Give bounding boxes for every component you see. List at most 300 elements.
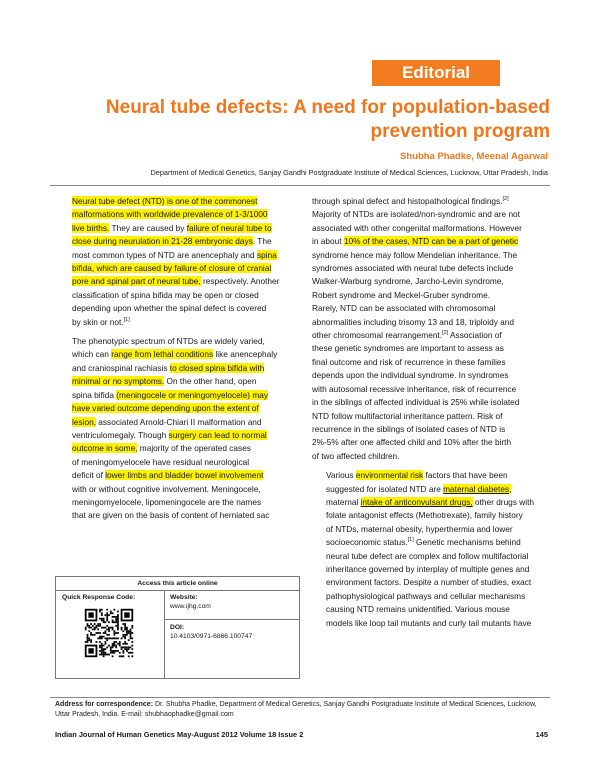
- qr-module: [113, 609, 115, 611]
- qr-module: [130, 637, 132, 639]
- qr-module: [108, 645, 110, 647]
- qr-module: [112, 643, 114, 645]
- qr-module: [103, 621, 105, 623]
- citation-ref: [1]: [123, 316, 130, 323]
- qr-module: [99, 654, 101, 656]
- text-line: [58, 302, 298, 315]
- qr-module: [122, 655, 124, 657]
- highlighted-text: pore and spinal part of neural tube,: [72, 276, 201, 287]
- qr-module: [128, 652, 130, 654]
- qr-module: [101, 650, 103, 652]
- qr-module: [108, 630, 110, 632]
- link-section: [165, 591, 299, 678]
- qr-module: [101, 648, 103, 650]
- text-line: [312, 383, 552, 396]
- qr-module: [103, 648, 105, 650]
- qr-module: [90, 627, 92, 629]
- qr-module: [110, 612, 112, 614]
- qr-module: [99, 650, 101, 652]
- text-line: [312, 235, 552, 248]
- text-segment: with or without cognitive involvement. Meningocele,: [72, 483, 261, 494]
- text-line: [58, 249, 298, 262]
- qr-label: Quick Response Code:: [62, 594, 136, 601]
- qr-module: [108, 637, 110, 639]
- correspondence-label: Address for correspondence:: [55, 701, 154, 708]
- journal-footer: Indian Journal of Human Genetics May-August 2012 Volume 18 Issue 2: [55, 730, 304, 739]
- qr-module: [119, 655, 121, 657]
- text-line: [312, 249, 552, 262]
- article-title-line-2: prevention program: [370, 121, 550, 142]
- text-segment: through spinal defect and histopathological findings.: [312, 196, 503, 206]
- website-link[interactable]: www.ijhg.com: [170, 603, 211, 610]
- qr-module: [94, 627, 96, 629]
- text-segment: and craniospinal rachiasis: [72, 362, 170, 373]
- text-segment: syndromes associated with neural tube defects include: [312, 263, 514, 274]
- qr-module: [101, 618, 103, 620]
- qr-module: [126, 646, 128, 648]
- highlighted-text: (meningocele or meningomyelocele) may: [116, 389, 268, 400]
- text-line: [312, 423, 552, 436]
- qr-module: [117, 643, 119, 645]
- qr-module: [112, 655, 114, 657]
- text-line: [58, 389, 298, 402]
- qr-module: [124, 623, 126, 625]
- text-line: [58, 416, 298, 429]
- qr-module: [101, 654, 103, 656]
- qr-module: [113, 634, 115, 636]
- text-segment: by skin or not.: [72, 316, 124, 327]
- qr-module: [113, 652, 115, 654]
- text-line: [312, 316, 552, 329]
- qr-module: [105, 627, 107, 629]
- qr-module: [105, 630, 107, 632]
- qr-module: [115, 650, 117, 652]
- highlighted-text: range from lethal conditions: [111, 349, 214, 360]
- qr-module: [108, 627, 110, 629]
- qr-module: [103, 650, 105, 652]
- qr-module: [115, 641, 117, 643]
- highlighted-text: lower limbs and bladder bowel involvement: [105, 470, 264, 481]
- highlighted-text: lesion,: [72, 416, 96, 427]
- qr-module: [105, 654, 107, 656]
- text-line: [58, 469, 298, 482]
- text-segment: of meningomyelocele have residual neurological: [72, 456, 250, 467]
- qr-section: [56, 591, 165, 678]
- qr-module: [106, 654, 108, 656]
- text-line: [312, 523, 552, 536]
- qr-module: [117, 625, 119, 627]
- highlighted-text: minimal or no symptoms.: [72, 376, 165, 387]
- text-segment: factors that have been: [423, 470, 508, 481]
- qr-module: [115, 637, 117, 639]
- qr-module: [101, 609, 103, 611]
- qr-module: [101, 614, 103, 616]
- qr-module: [131, 641, 133, 643]
- qr-module: [101, 645, 103, 647]
- text-line: [312, 450, 552, 463]
- qr-module: [105, 643, 107, 645]
- right-paragraph-1: [312, 195, 552, 463]
- qr-module: [126, 629, 128, 631]
- citation-ref: [2]: [442, 330, 449, 337]
- text-line: [58, 195, 298, 208]
- footer-divider: [50, 697, 550, 698]
- text-segment: like anencephaly: [213, 349, 278, 360]
- qr-module: [106, 616, 108, 618]
- qr-module: [117, 650, 119, 652]
- text-line: [58, 456, 298, 469]
- qr-module: [115, 632, 117, 634]
- qr-module: [112, 652, 114, 654]
- text-segment: environment factors. Despite a number of studies, exact: [326, 577, 532, 588]
- qr-module: [122, 636, 124, 638]
- qr-module: [124, 625, 126, 627]
- text-segment: meningomyelocele, lipomeningocele are the names: [72, 496, 262, 507]
- qr-module: [112, 629, 114, 631]
- qr-module: [106, 614, 108, 616]
- text-segment: majority of the operated cases: [137, 443, 251, 454]
- qr-module: [88, 637, 90, 639]
- qr-module: [103, 654, 105, 656]
- qr-module: [113, 645, 115, 647]
- text-line: [312, 509, 552, 522]
- left-column: [58, 195, 298, 529]
- qr-module: [85, 627, 87, 629]
- qr-module: [87, 639, 89, 641]
- qr-module: [106, 625, 108, 627]
- qr-module: [122, 634, 124, 636]
- qr-module: [128, 630, 130, 632]
- highlighted-text: have varied outcome depending upon the extent of: [72, 403, 259, 414]
- highlighted-text: malformations with worldwide prevalence of 1-3/1000: [72, 209, 268, 220]
- article-title-line-1: Neural tube defects: A need for population-based: [105, 97, 550, 118]
- qr-module: [113, 630, 115, 632]
- qr-module: [126, 643, 128, 645]
- text-segment: causing NTD remains unidentified. Various mouse: [326, 604, 510, 615]
- qr-module: [131, 632, 133, 634]
- qr-module: [117, 629, 119, 631]
- text-segment: NTD follow multifactorial inheritance pattern. Risk of: [312, 410, 503, 421]
- qr-module: [106, 609, 108, 611]
- qr-module: [90, 639, 92, 641]
- text-line: [58, 235, 298, 248]
- qr-module: [112, 645, 114, 647]
- text-segment: associated with other congenital malformations. However: [312, 222, 522, 233]
- qr-module: [115, 646, 117, 648]
- text-line: [312, 208, 552, 221]
- qr-module: [99, 632, 101, 634]
- qr-module: [122, 646, 124, 648]
- correspondence-text: Dr. Shubha Phadke, Department of Medical Genetics, Sanjay Gandhi Postgraduate Institute of Medical Sciences, Lucknow, Uttar Pradesh, India. E-mail: shubhaophadke@gmail.com: [55, 701, 537, 718]
- text-line: [312, 369, 552, 382]
- text-segment: The phenotypic spectrum of NTDs are widely varied,: [72, 336, 265, 347]
- text-segment: maternal: [326, 496, 361, 507]
- qr-module: [99, 636, 101, 638]
- qr-module: [115, 621, 117, 623]
- qr-module: [126, 634, 128, 636]
- access-box-header: Access this article online: [56, 577, 299, 591]
- qr-module: [105, 652, 107, 654]
- qr-module: [117, 637, 119, 639]
- qr-module: [108, 654, 110, 656]
- qr-module: [110, 627, 112, 629]
- text-segment: in about: [312, 236, 344, 247]
- text-line: [312, 563, 552, 576]
- qr-module: [92, 629, 94, 631]
- citation-ref: [1]: [407, 537, 414, 544]
- right-paragraph-2: [312, 469, 552, 630]
- qr-module: [105, 648, 107, 650]
- qr-module: [117, 618, 119, 620]
- qr-module: [88, 627, 90, 629]
- highlighted-text: maternal diabetes,: [443, 483, 512, 494]
- qr-module: [131, 645, 133, 647]
- text-line: [312, 576, 552, 589]
- qr-module: [105, 637, 107, 639]
- qr-module: [119, 641, 121, 643]
- qr-module: [115, 625, 117, 627]
- qr-module: [112, 620, 114, 622]
- qr-module: [131, 652, 133, 654]
- text-segment: inheritance governed by interplay of multiple genes and: [326, 563, 530, 574]
- qr-module: [97, 637, 99, 639]
- qr-module: [113, 637, 115, 639]
- qr-module: [110, 652, 112, 654]
- qr-module: [101, 620, 103, 622]
- qr-module: [106, 618, 108, 620]
- text-line: [312, 195, 552, 208]
- qr-module: [131, 627, 133, 629]
- text-segment: recurrence in the siblings of isolated cases of NTD is: [312, 423, 506, 434]
- qr-module: [121, 648, 123, 650]
- qr-module: [87, 636, 89, 638]
- doi-value[interactable]: 10.4103/0971-6866.100747: [170, 633, 253, 640]
- text-line: [312, 302, 552, 315]
- text-segment: suggested for isolated NTD are: [326, 483, 444, 494]
- text-line: [58, 316, 298, 329]
- text-line: [58, 496, 298, 509]
- qr-module: [99, 637, 101, 639]
- qr-module: [108, 629, 110, 631]
- qr-module: [94, 629, 96, 631]
- text-line: [312, 396, 552, 409]
- qr-module: [92, 625, 94, 627]
- qr-module: [113, 643, 115, 645]
- qr-module: [101, 643, 103, 645]
- qr-module: [121, 655, 123, 657]
- qr-module: [99, 641, 101, 643]
- qr-module: [124, 634, 126, 636]
- text-segment: respectively. Another: [200, 276, 280, 287]
- qr-module: [112, 650, 114, 652]
- qr-module: [106, 620, 108, 622]
- affiliation: Department of Medical Genetics, Sanjay Gandhi Postgraduate Institute of Medical Sciences, Lucknow, Uttar Pradesh, India: [150, 168, 548, 177]
- qr-module: [106, 646, 108, 648]
- text-segment: depends upon the individual syndrome. In syndromes: [312, 370, 509, 381]
- text-line: [312, 550, 552, 563]
- text-segment: syndrome hence may follow Mendelian inheritance. The: [312, 249, 518, 260]
- qr-module: [97, 629, 99, 631]
- text-segment: spina bifida: [72, 389, 117, 400]
- text-segment: neural tube defect are complex and follow multifactorial: [326, 550, 529, 561]
- qr-module: [126, 650, 128, 652]
- qr-module: [106, 637, 108, 639]
- text-segment: associated Arnold-Chiari II malformation and: [95, 416, 262, 427]
- qr-module: [130, 636, 132, 638]
- highlighted-text: close during neurulation in 21-28 embryonic days: [72, 236, 253, 247]
- text-line: [58, 262, 298, 275]
- qr-module: [121, 629, 123, 631]
- text-line: [58, 402, 298, 415]
- qr-module: [121, 646, 123, 648]
- qr-module: [113, 621, 115, 623]
- text-segment: which can: [72, 349, 112, 360]
- qr-module: [119, 643, 121, 645]
- text-segment: Majority of NTDs are isolated/non-syndromic and are not: [312, 209, 520, 220]
- qr-module: [124, 643, 126, 645]
- text-line: [312, 469, 552, 482]
- text-segment: ventriculomegaly. Though: [72, 429, 169, 440]
- text-line: [58, 483, 298, 496]
- qr-module: [112, 627, 114, 629]
- qr-module: [119, 652, 121, 654]
- qr-module: [96, 627, 98, 629]
- text-line: [312, 262, 552, 275]
- qr-module: [117, 621, 119, 623]
- text-segment: other drugs with: [472, 496, 535, 507]
- qr-module: [112, 646, 114, 648]
- page-number: 145: [535, 730, 548, 739]
- qr-module: [85, 641, 87, 643]
- qr-module: [110, 646, 112, 648]
- text-segment: depending upon whether the spinal defect is covered: [72, 303, 267, 314]
- highlighted-text: surgery can lead to normal: [168, 429, 267, 440]
- editorial-banner: Editorial: [372, 60, 500, 86]
- qr-module: [99, 623, 101, 625]
- text-segment: pathophysiological pathways and cellular mechanisms: [326, 590, 526, 601]
- qr-module: [99, 618, 101, 620]
- qr-module: [110, 611, 112, 613]
- qr-module: [130, 632, 132, 634]
- qr-module: [115, 645, 117, 647]
- qr-module: [121, 637, 123, 639]
- qr-module: [128, 632, 130, 634]
- qr-module: [87, 625, 89, 627]
- qr-module: [108, 614, 110, 616]
- text-line: [312, 356, 552, 369]
- qr-module: [131, 655, 133, 657]
- qr-module: [130, 646, 132, 648]
- qr-module: [124, 636, 126, 638]
- text-segment: Association of: [448, 330, 502, 341]
- website-label: Website:: [170, 594, 198, 601]
- qr-module: [103, 652, 105, 654]
- text-line: [312, 436, 552, 449]
- qr-module: [88, 630, 90, 632]
- qr-module: [103, 620, 105, 622]
- qr-module: [99, 645, 101, 647]
- qr-module: [128, 646, 130, 648]
- qr-module: [90, 623, 92, 625]
- qr-module: [117, 614, 119, 616]
- qr-module: [105, 614, 107, 616]
- text-segment: They are caused by: [109, 222, 187, 233]
- qr-module: [88, 639, 90, 641]
- text-segment: of NTDs, maternal obesity, hyperthermia and lower: [326, 523, 513, 534]
- highlighted-text: bifida, which are caused by failure of closure of cranial: [72, 263, 272, 274]
- qr-module: [117, 627, 119, 629]
- qr-module: [103, 655, 105, 657]
- qr-module: [103, 618, 105, 620]
- qr-module: [112, 637, 114, 639]
- text-line: [58, 362, 298, 375]
- qr-module: [101, 636, 103, 638]
- qr-module: [126, 627, 128, 629]
- qr-module: [128, 648, 130, 650]
- highlighted-text: Neural tube defect (NTD) is one of the commonest: [72, 196, 258, 206]
- text-segment: models like loop tail mutants and curly tail mutants have: [326, 617, 532, 628]
- text-line: [312, 496, 552, 509]
- text-line: [58, 375, 298, 388]
- qr-module: [130, 630, 132, 632]
- text-line: [312, 329, 552, 342]
- text-segment: Walker-Warburg syndrome, Jarcho-Levin syndrome,: [312, 276, 504, 287]
- text-segment: Robert syndrome and Meckel-Gruber syndrome.: [312, 289, 490, 300]
- text-line: [312, 536, 552, 549]
- text-line: [312, 410, 552, 423]
- text-segment: most common types of NTD are anencephaly and: [72, 249, 257, 260]
- text-line: [58, 509, 298, 522]
- access-divider: [165, 619, 299, 620]
- qr-module: [99, 625, 101, 627]
- qr-module: [94, 634, 96, 636]
- text-line: [58, 289, 298, 302]
- qr-module: [126, 632, 128, 634]
- qr-module: [87, 637, 89, 639]
- qr-code-icon[interactable]: [83, 607, 135, 659]
- qr-module: [112, 621, 114, 623]
- qr-module: [106, 612, 108, 614]
- qr-module: [124, 629, 126, 631]
- qr-module: [105, 621, 107, 623]
- qr-module: [117, 632, 119, 634]
- qr-module: [103, 636, 105, 638]
- highlighted-text: live births.: [72, 222, 110, 233]
- text-segment: folate antagonist effects (Methotrexate), family history: [326, 510, 523, 521]
- text-segment: socioeconomic status.: [326, 537, 408, 548]
- text-segment: On the other hand, open: [164, 376, 257, 387]
- qr-module: [117, 620, 119, 622]
- qr-module: [115, 620, 117, 622]
- text-segment: of two affected children.: [312, 450, 400, 461]
- qr-module: [97, 625, 99, 627]
- qr-module: [106, 639, 108, 641]
- qr-module: [97, 623, 99, 625]
- access-article-box: [55, 576, 300, 679]
- highlighted-text: environmental risk: [355, 470, 424, 481]
- qr-module: [90, 634, 92, 636]
- qr-module: [101, 627, 103, 629]
- text-line: [312, 222, 552, 235]
- qr-module: [88, 625, 90, 627]
- qr-module: [96, 632, 98, 634]
- citation-ref: [2]: [502, 196, 509, 203]
- left-paragraph-2: [58, 335, 298, 523]
- qr-module: [122, 630, 124, 632]
- qr-module: [94, 623, 96, 625]
- qr-module: [103, 645, 105, 647]
- qr-module: [103, 632, 105, 634]
